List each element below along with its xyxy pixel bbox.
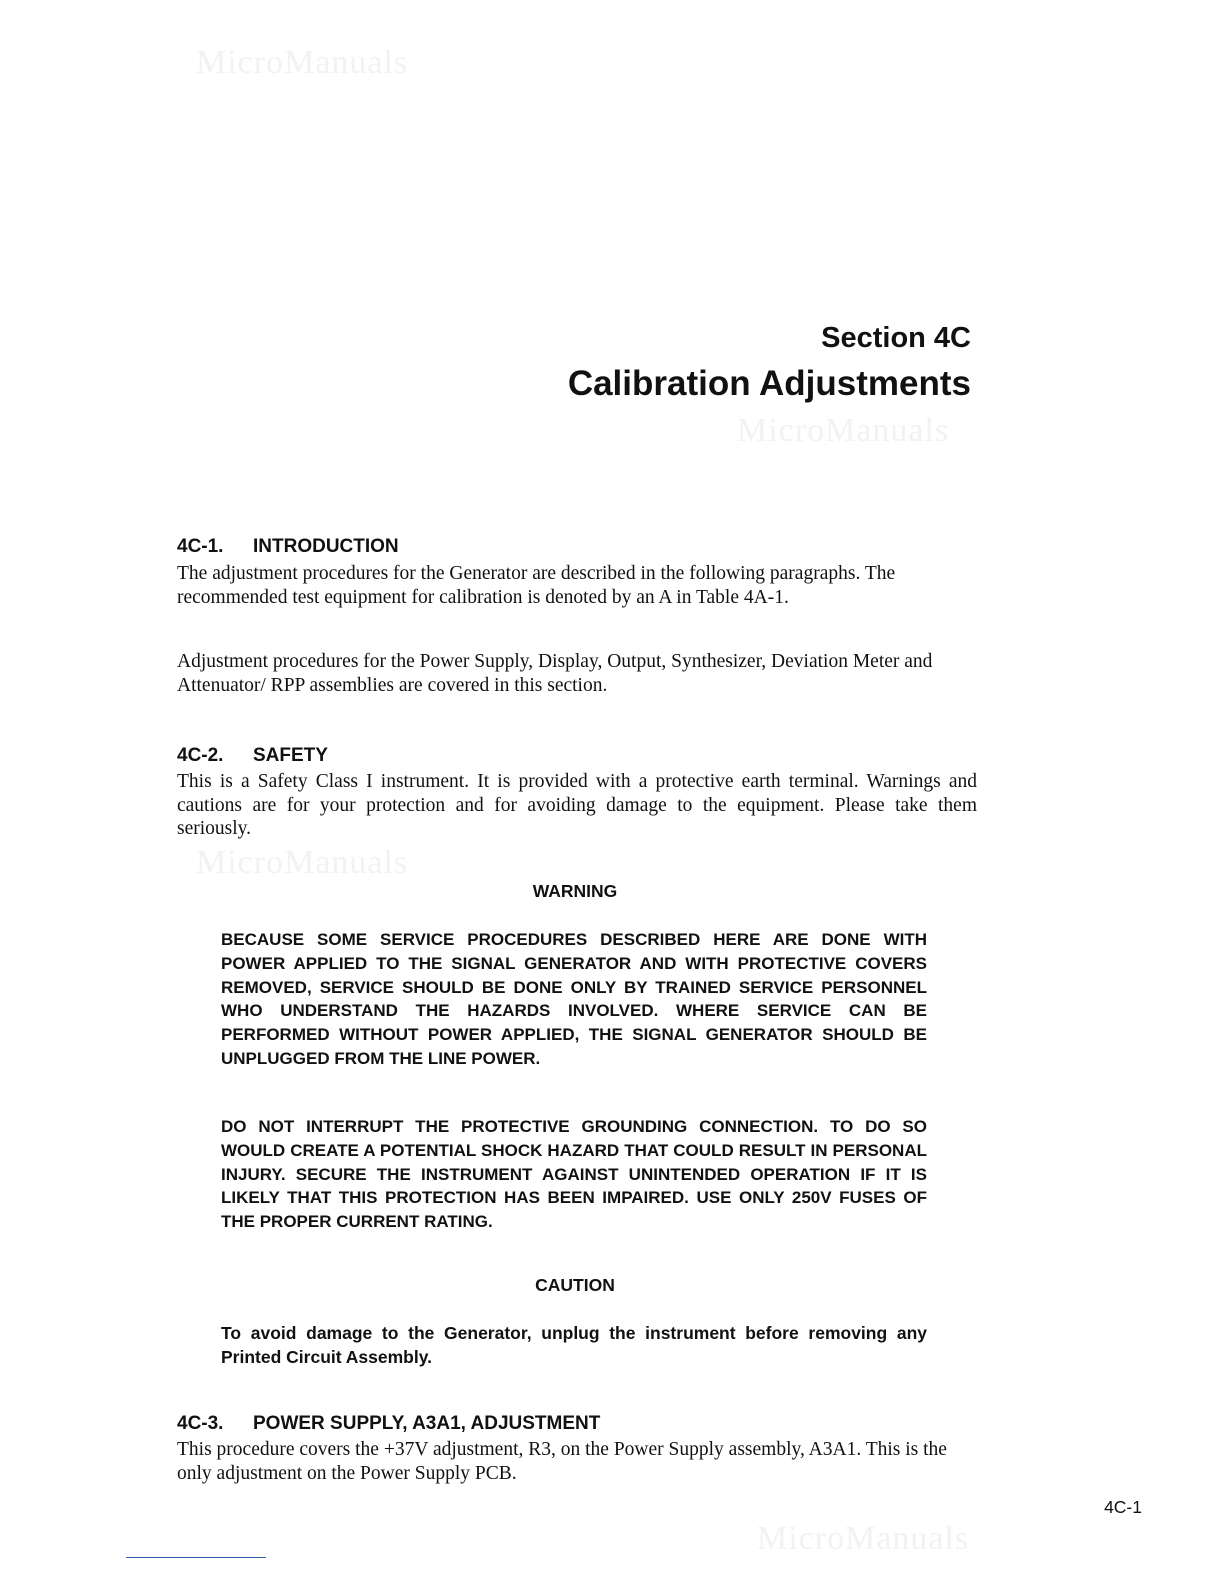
watermark-mid-right: MicroManuals — [737, 412, 950, 449]
safety-paragraph: This is a Safety Class I instrument. It is provided with a protective earth terminal. Warnings and cautions are for your protection and for avoiding damage to the equipment. Please take them seriously. — [177, 771, 977, 839]
power-supply-paragraph: This procedure covers the +37V adjustment, R3, on the Power Supply assembly, A3A1. This is the only adjustment on the Power Supply PCB. — [177, 1439, 947, 1484]
warning-title: WARNING — [532, 881, 618, 901]
warning-paragraph-2: DO NOT INTERRUPT THE PROTECTIVE GROUNDING CONNECTION. TO DO SO WOULD CREATE A POTENTIAL SHOCK HAZARD THAT COULD RESULT IN PERSONAL INJURY. SECURE THE INSTRUMENT AGAINST UNINTENDED OPERATION IF IT IS LIKELY THAT THIS PROTECTION HAS BEEN IMPAIRED. USE ONLY 250V FUSES OF THE PROPER CURRENT RATING. — [221, 1117, 927, 1232]
section-label: Section 4C — [821, 322, 971, 354]
heading-safety — [177, 745, 328, 767]
watermark-mid-left: MicroManuals — [196, 844, 409, 881]
heading-introduction — [177, 536, 399, 558]
heading-title: SAFETY — [253, 745, 328, 766]
section-title: Calibration Adjustments — [567, 364, 971, 403]
heading-title: POWER SUPPLY, A3A1, ADJUSTMENT — [253, 1413, 601, 1434]
watermark-bottom: MicroManuals — [757, 1520, 970, 1557]
caution-title: CAUTION — [535, 1275, 615, 1295]
heading-number: 4C-3. — [177, 1413, 224, 1434]
heading-number: 4C-1. — [177, 536, 224, 557]
warning-paragraph-1: BECAUSE SOME SERVICE PROCEDURES DESCRIBED HERE ARE DONE WITH POWER APPLIED TO THE SIGNAL GENERATOR AND WITH PROTECTIVE COVERS REMOVED, SERVICE SHOULD BE DONE ONLY BY TRAINED SERVICE PERSONNEL WHO UNDERSTAND THE HAZARDS INVOLVED. WHERE SERVICE CAN BE PERFORMED WITHOUT POWER APPLIED, THE SIGNAL GENERATOR SHOULD BE UNPLUGGED FROM THE LINE POWER. — [221, 930, 927, 1068]
heading-title: INTRODUCTION — [253, 536, 399, 557]
watermark-top: MicroManuals — [196, 44, 409, 81]
footer-divider — [126, 1557, 266, 1558]
heading-number: 4C-2. — [177, 745, 224, 766]
intro-paragraph-1: The adjustment procedures for the Generator are described in the following paragraphs. The recommended test equipment for calibration is denoted by an A in Table 4A-1. — [177, 563, 896, 608]
heading-power-supply — [177, 1413, 600, 1435]
intro-paragraph-2: Adjustment procedures for the Power Supply, Display, Output, Synthesizer, Deviation Meter and Attenuator/ RPP assemblies are covered in this section. — [177, 651, 933, 696]
caution-paragraph: To avoid damage to the Generator, unplug the instrument before removing any Printed Circuit Assembly. — [221, 1323, 927, 1367]
page-number: 4C-1 — [1104, 1497, 1142, 1517]
